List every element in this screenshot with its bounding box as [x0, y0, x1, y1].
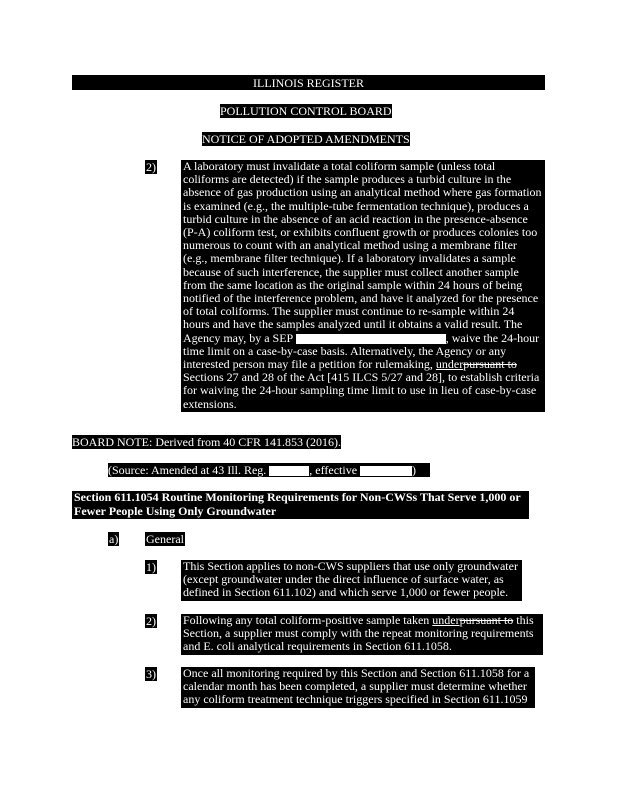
redaction-mark — [269, 466, 309, 476]
item-2-inserted-word: under — [435, 357, 464, 372]
source-line — [108, 463, 430, 477]
item-3-number: 3) — [146, 667, 156, 681]
source-effective: , effective — [309, 463, 358, 477]
item-2-number: 2) — [146, 160, 156, 174]
source-suffix: ) — [412, 463, 417, 477]
item-2b-text-b: this Section, a supplier must comply with the repeat monitoring requirements and E. coli analytical requirements in Section 611.1058. — [183, 613, 534, 654]
item-2-paragraph — [181, 160, 545, 412]
subsection-a-title: General — [146, 532, 184, 546]
item-1-number: 1) — [146, 560, 156, 574]
item-3-paragraph — [181, 667, 535, 708]
section-heading — [72, 491, 529, 519]
item-2b-paragraph — [181, 614, 543, 655]
subsection-a-label: a) — [109, 532, 119, 546]
notice-title: NOTICE OF ADOPTED AMENDMENTS — [202, 132, 410, 146]
item-3-text: Once all monitoring required by this Section and Section 611.1058 for a calendar month has been completed, a supplier must determine whether any coliform treatment technique triggers specified in Section 611.1059 — [181, 667, 535, 708]
item-2b-inserted-word: under — [432, 613, 460, 627]
item-2-text-a: A laboratory must invalidate a total coliform sample (unless total coliforms are detected) if the sample produces a turbid culture in the absence of gas production using an analytical method where gas formation is examined (e.g., the multiple-tube fermentation technique), produces a turbid culture in the absence of an acid reaction in the presence-absence (P-A) coliform test, or exhibits confluent growth or produces colonies too numerous to count with an analytical method using a membrane filter (e.g., membrane filter technique). If a laboratory invalidates a sample because of such interference, the supplier must collect another sample from the same location as the original sample within 24 hours of being notified of the interference problem, and have it analyzed for the presence of total coliforms. The supplier must continue to re-sample within 24 hours and have the samples analyzed until it obtains a valid result. The Agency may, by a SEP — [183, 159, 542, 345]
item-2b-number: 2) — [146, 614, 156, 628]
redaction-mark — [360, 466, 412, 476]
item-2b-text-a: Following any total coliform-positive sample taken — [183, 613, 430, 627]
source-prefix: (Source: Amended at 43 Ill. Reg. — [108, 463, 267, 477]
register-title: ILLINOIS REGISTER — [72, 76, 545, 90]
board-title: POLLUTION CONTROL BOARD — [220, 104, 392, 118]
redaction-mark — [296, 334, 446, 344]
board-note: BOARD NOTE: Derived from 40 CFR 141.853 (2016). — [72, 435, 341, 449]
item-1-paragraph — [181, 560, 522, 601]
item-2-deleted-words: pursuant to — [463, 357, 517, 372]
item-2-text-c: Sections 27 and 28 of the Act [415 ILCS 5/27 and 28], to establish criteria for waiving the 24-hour sampling time limit to use in lieu of case-by-case extensions. — [183, 370, 540, 411]
item-2b-deleted-words: pursuant to — [459, 613, 514, 627]
item-2-text-b: , waive the 24-hour time limit on a case-by-case basis. Alternatively, the Agency or any interested person may file a petition for rulemaking, — [183, 330, 540, 372]
section-heading-text: Section 611.1054 Routine Monitoring Requirements for Non-CWSs That Serve 1,000 or Fewer People Using Only Groundwater — [72, 491, 529, 519]
item-1-text: This Section applies to non-CWS suppliers that use only groundwater (except groundwater under the direct influence of surface water, as defined in Section 611.102) and which serve 1,000 or fewer people. — [181, 560, 522, 601]
